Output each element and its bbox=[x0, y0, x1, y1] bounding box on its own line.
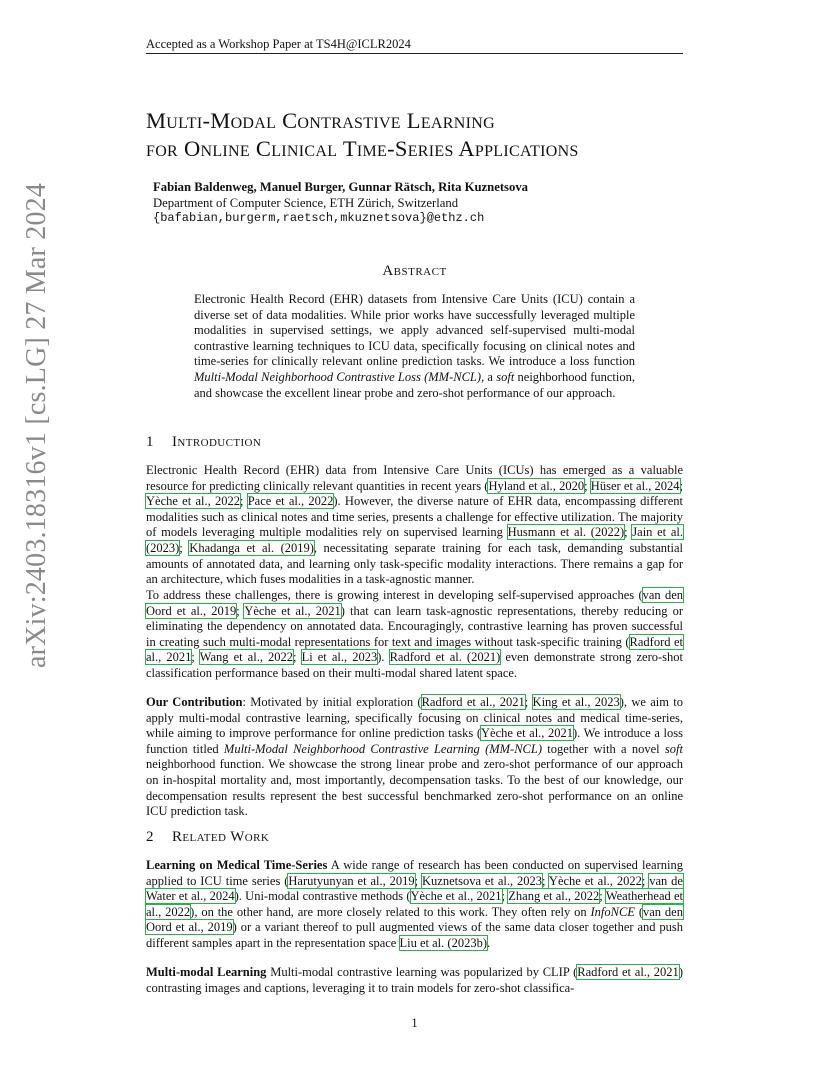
body-text: neighborhood function. We showcase the strong linear probe and zero-shot performance of our approach on in-hospital mortality and, most importantly, decompensation tasks. To the best of our knowledge, our decompensation results represent the best successful benchmarked zero-shot performance on an online ICU prediction task. bbox=[146, 757, 683, 819]
citation-link[interactable]: King et al., 2023 bbox=[532, 695, 620, 709]
body-text: A wide range of research has been conducted on supervised learning applied to ICU time series ( bbox=[146, 858, 683, 888]
citation-link[interactable]: Zhang et al., 2022 bbox=[508, 889, 600, 904]
citation-link[interactable]: Li et al., 2023 bbox=[301, 650, 378, 665]
citation-link[interactable]: Radford et al., 2021 bbox=[577, 965, 679, 979]
title-line-2: for Online Clinical Time-Series Applications bbox=[146, 136, 579, 161]
citation-link[interactable]: Yèche et al., 2022 bbox=[146, 494, 240, 509]
citation-link[interactable]: Hüser et al., 2024 bbox=[590, 478, 680, 493]
running-header: Accepted as a Workshop Paper at TS4H@ICLR2024 bbox=[146, 37, 411, 51]
abstract-emphasis: Multi-Modal Neighborhood Contrastive Loss (MM-NCL) bbox=[194, 369, 482, 384]
citation-link[interactable]: Khadanga et al. (2019) bbox=[189, 540, 314, 555]
body-text: : Motivated by initial exploration ( bbox=[242, 695, 422, 709]
abstract-text: Electronic Health Record (EHR) datasets from Intensive Care Units (ICU) contain a diverse set of data modalities. While prior works have successfully leveraged multiple modalities in supervised settings, we apply advanced self-supervised multi-modal contrastive learning techniques to ICU data, specifically focusing on clinical notes and time-series for clinically relevant online prediction tasks. We introduce a loss function bbox=[194, 292, 635, 369]
citation-link[interactable]: Harutyunyan et al., 2019 bbox=[288, 873, 415, 888]
intro-paragraph-2: To address these challenges, there is growing interest in developing self-supervised approaches (van den Oord et al., 2019; Yèche et al., 2021) that can learn task-agnostic representations, thereby reducing or eliminating the dependency on annotated data. Encouragingly, contrastive learning has proven successful in creating such multi-modal representations for text and images without task-specific training (Radford et al., 2021; Wang et al., 2022; Li et al., 2023). Radford et al. (2021) even demonstrate strong zero-shot classification performance based on their multi-modal shared latent space. bbox=[146, 588, 683, 680]
header-rule bbox=[146, 53, 683, 54]
page-number: 1 bbox=[411, 1016, 418, 1030]
paper-title bbox=[146, 107, 706, 163]
abstract-heading: Abstract bbox=[382, 263, 447, 279]
citation-link[interactable]: Radford et al., 2021 bbox=[421, 695, 525, 709]
citation-link[interactable]: Yèche et al., 2022 bbox=[548, 873, 642, 888]
body-text: ) contrasting images and captions, leveraging it to train models for zero-shot classifica- bbox=[146, 965, 683, 995]
citation-link[interactable]: Liu et al. (2023b) bbox=[399, 935, 487, 950]
author-emails bbox=[153, 210, 484, 225]
abstract-emphasis: soft bbox=[496, 369, 515, 384]
body-text: ) that can learn task-agnostic representations, thereby reducing or eliminating the dependency on annotated data. Encouragingly, contrastive learning has proven successful in creating such multi-modal representations for text and images without task-specific training ( bbox=[146, 603, 683, 649]
citation-link[interactable]: Weatherhead et al., 2022 bbox=[146, 889, 684, 919]
citation-link[interactable]: van den Oord et al., 2019 bbox=[146, 588, 683, 618]
citation-link[interactable]: Husmann et al. (2022) bbox=[507, 525, 625, 540]
body-text: Electronic Health Record (EHR) data from Intensive Care Units (ICUs) has emerged as a valuable resource for predicting clinically relevant quantities in recent years ( bbox=[146, 463, 683, 493]
title-line-1: Multi-Modal Contrastive Learning bbox=[146, 108, 495, 133]
section-title: Introduction bbox=[172, 434, 262, 450]
body-text: To address these challenges, there is growing interest in developing self-supervised approaches ( bbox=[146, 588, 643, 602]
abstract-text: neighborhood function, and showcase the excellent linear probe and zero-shot performance of our approach. bbox=[194, 369, 635, 400]
paragraph-lead: Multi-modal Learning bbox=[146, 965, 267, 979]
citation-link[interactable]: Radford et al. (2021) bbox=[389, 650, 501, 665]
section-number: 1 bbox=[146, 434, 154, 450]
emphasis: soft bbox=[664, 741, 683, 756]
abstract-body bbox=[194, 292, 635, 401]
email-domain: @ethz.ch bbox=[426, 211, 485, 225]
citation-link[interactable]: Jain et al. (2023) bbox=[146, 525, 683, 555]
citation-link[interactable]: Hyland et al., 2020 bbox=[488, 478, 585, 493]
section-number: 2 bbox=[146, 829, 154, 845]
section-heading-related-work bbox=[146, 829, 269, 846]
citation-link[interactable]: Yèche et al., 2021 bbox=[244, 603, 341, 618]
related-paragraph-1: Learning on Medical Time-Series A wide range of research has been conducted on supervised learning applied to ICU time series (Harutyunyan et al., 2019; Kuznetsova et al., 2023; Yèche et al., 2022; van de Water et al., 2024). Uni-modal contrastive methods (Yèche et al., 2021; Zhang et al., 2022; Weatherhead et al., 2022), on the other hand, are more closely related to this work. They often rely on InfoNCE (van den Oord et al., 2019) or a variant thereof to pull augmented views of the same data closer together and push different samples apart in the representation space Liu et al. (2023b). bbox=[146, 858, 684, 950]
citation-link[interactable]: Wang et al., 2022 bbox=[199, 650, 294, 665]
citation-link[interactable]: Kuznetsova et al., 2023 bbox=[422, 873, 542, 888]
citation-link[interactable]: van de Water et al., 2024 bbox=[146, 873, 683, 904]
body-text: . bbox=[486, 935, 491, 950]
body-text: Multi-modal contrastive learning was popularized by CLIP ( bbox=[266, 965, 578, 979]
section-heading-introduction bbox=[146, 434, 261, 451]
paragraph-lead: Learning on Medical Time-Series bbox=[146, 858, 328, 872]
citation-link[interactable]: Radford et al., 2021 bbox=[146, 634, 683, 665]
citation-link[interactable]: Yèche et al., 2021 bbox=[410, 889, 502, 904]
citation-link[interactable]: Yèche et al., 2021 bbox=[481, 726, 574, 741]
related-paragraph-2 bbox=[146, 965, 683, 996]
body-text: ) or a variant thereof to pull augmented views of the same data closer together and push different samples apart in the representation space bbox=[146, 920, 684, 950]
emphasis: Multi-Modal Neighborhood Contrastive Learning (MM-NCL) bbox=[223, 741, 543, 756]
body-text: ). However, the diverse nature of EHR data, encompassing different modalities such as clinical notes and time series, presents a challenge for effective utilization. The majority of models leveraging multiple modalities rely on supervised learning bbox=[146, 494, 683, 540]
citation-link[interactable]: van den Oord et al., 2019 bbox=[146, 904, 683, 935]
body-text: ), we aim to apply multi-modal contrastive learning, specifically focusing on clinical notes and medical time-series, while aiming to improve performance for online prediction tasks ( bbox=[146, 695, 683, 741]
affiliation: Department of Computer Science, ETH Zürich, Switzerland bbox=[153, 196, 459, 210]
section-title: Related Work bbox=[172, 829, 270, 845]
body-text: ). Uni-modal contrastive methods ( bbox=[234, 889, 411, 904]
arxiv-identifier[interactable]: arXiv:2403.18316v1 [cs.LG] 27 Mar 2024 bbox=[21, 182, 52, 668]
emphasis: InfoNCE bbox=[590, 904, 635, 919]
body-text: ), on the other hand, are more closely related to this work. They often rely on bbox=[190, 904, 591, 919]
intro-paragraph-3: Our Contribution: Motivated by initial exploration (Radford et al., 2021; King et al., 2023), we aim to apply multi-modal contrastive learning, specifically focusing on clinical notes and medical time-series, while aiming to improve performance for online prediction tasks (Yèche et al., 2021). We introduce a loss function titled Multi-Modal Neighborhood Contrastive Learning (MM-NCL) together with a novel soft neighborhood function. We showcase the strong linear probe and zero-shot performance of our approach on in-hospital mortality and, most importantly, decompensation tasks. To the best of our knowledge, our decompensation results represent the best successful benchmarked zero-shot performance on an online ICU prediction task. bbox=[146, 695, 683, 819]
email-usernames: {bafabian,burgerm,raetsch,mkuznetsova} bbox=[153, 211, 427, 225]
body-text: together with a novel bbox=[542, 741, 665, 756]
intro-paragraph-1: Electronic Health Record (EHR) data from Intensive Care Units (ICUs) has emerged as a valuable resource for predicting clinically relevant quantities in recent years (Hyland et al., 2020; Hüser et al., 2024; Yèche et al., 2022; Pace et al., 2022). However, the diverse nature of EHR data, encompassing different modalities such as clinical notes and time series, presents a challenge for effective utilization. The majority of models leveraging multiple modalities rely on supervised learning Husmann et al. (2022); Jain et al. (2023); Khadanga et al. (2019), necessitating separate training for each task, demanding substantial amounts of annotated data, and learning only task-specific modality interactions. There remains a gap for an architecture, which fuses modalities in a task-agnostic manner. bbox=[146, 463, 683, 587]
body-text: , necessitating separate training for each task, demanding substantial amounts of annotated data, and learning only task-specific modality interactions. There remains a gap for an architecture, which fuses modalities in a task-agnostic manner. bbox=[146, 540, 683, 587]
body-text: even demonstrate strong zero-shot classification performance based on their multi-modal shared latent space. bbox=[146, 650, 683, 680]
citation-link[interactable]: Pace et al., 2022 bbox=[247, 494, 334, 509]
author-list: Fabian Baldenweg, Manuel Burger, Gunnar Rätsch, Rita Kuznetsova bbox=[153, 180, 529, 194]
body-text: ). We introduce a loss function titled bbox=[146, 726, 683, 756]
abstract-text: , a bbox=[481, 369, 497, 384]
paragraph-lead: Our Contribution bbox=[146, 695, 243, 709]
